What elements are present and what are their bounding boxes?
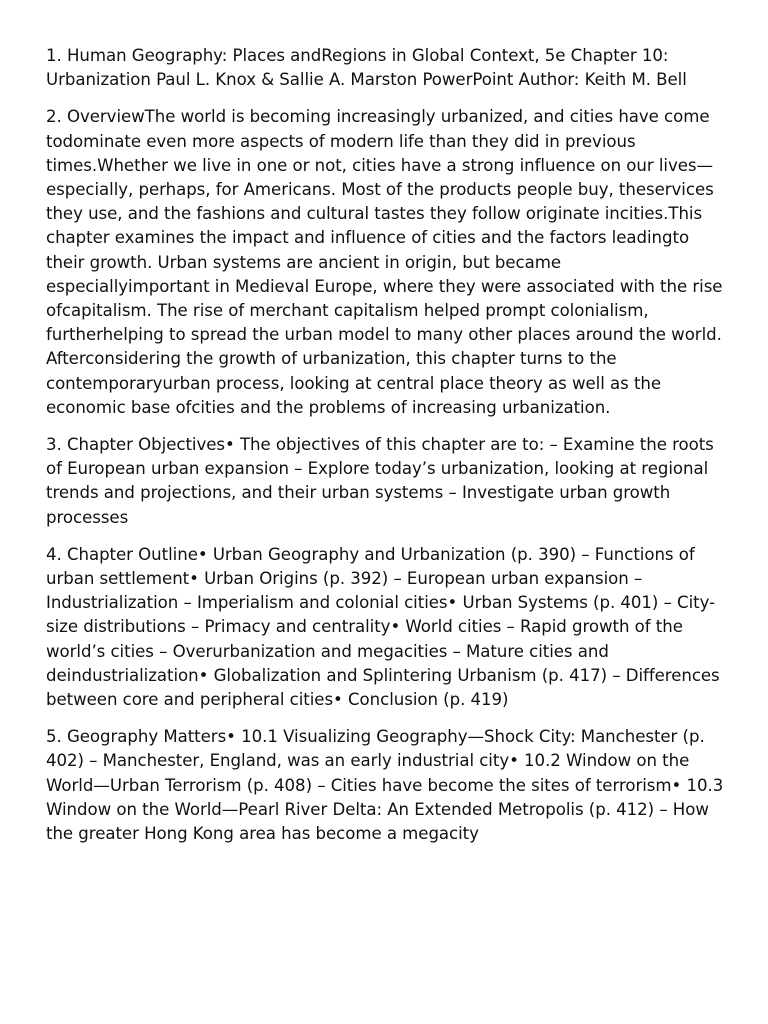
slide-3-text: 3. Chapter Objectives• The objectives of this chapter are to: – Examine the roots of European urban expansion – Explore today’s urbanization, looking at regional trends and projections, and their urban systems – Investigate urban growth processes [46, 435, 714, 527]
slide-4-text: 4. Chapter Outline• Urban Geography and Urbanization (p. 390) – Functions of urban settlement• Urban Origins (p. 392) – European urban expansion – Industrialization – Imperialism and colonial cities• Urban Systems (p. 401) – City-size distributions – Primacy and centrality• World cities – Rapid growth of the world’s cities – Overurbanization and megacities – Mature cities and deindustrialization• Globalization and Splintering Urbanism (p. 417) – Differences between core and peripheral cities• Conclusion (p. 419) [46, 544, 720, 710]
slide-1-text: 1. Human Geography: Places andRegions in Global Context, 5e Chapter 10: Urbanization Paul L. Knox & Sallie A. Marston PowerPoint Author: Keith M. Bell [46, 46, 687, 90]
document-page [46, 44, 726, 859]
slide-5-text: 5. Geography Matters• 10.1 Visualizing Geography—Shock City: Manchester (p. 402) – Manchester, England, was an early industrial city• 10.2 Window on the World—Urban Terrorism (p. 408) – Cities have become the sites of terrorism• 10.3 Window on the World—Pearl River Delta: An Extended Metropolis (p. 412) – How the greater Hong Kong area has become a megacity [46, 727, 724, 844]
slide-2-text: 2. OverviewThe world is becoming increasingly urbanized, and cities have come todominate even more aspects of modern life than they did in previous times.Whether we live in one or not, cities have a strong influence on our lives—especially, perhaps, for Americans. Most of the products people buy, theservices they use, and the fashions and cultural tastes they follow originate incities.This chapter examines the impact and influence of cities and the factors leadingto their growth. Urban systems are ancient in origin, but became especiallyimportant in Medieval Europe, where they were associated with the rise ofcapitalism. The rise of merchant capitalism helped prompt colonialism, furtherhelping to spread the urban model to many other places around the world. Afterconsidering the growth of urbanization, this chapter turns to the contemporaryurban process, looking at central place theory as well as the economic base ofcities and the problems of increasing urbanization. [46, 107, 723, 417]
